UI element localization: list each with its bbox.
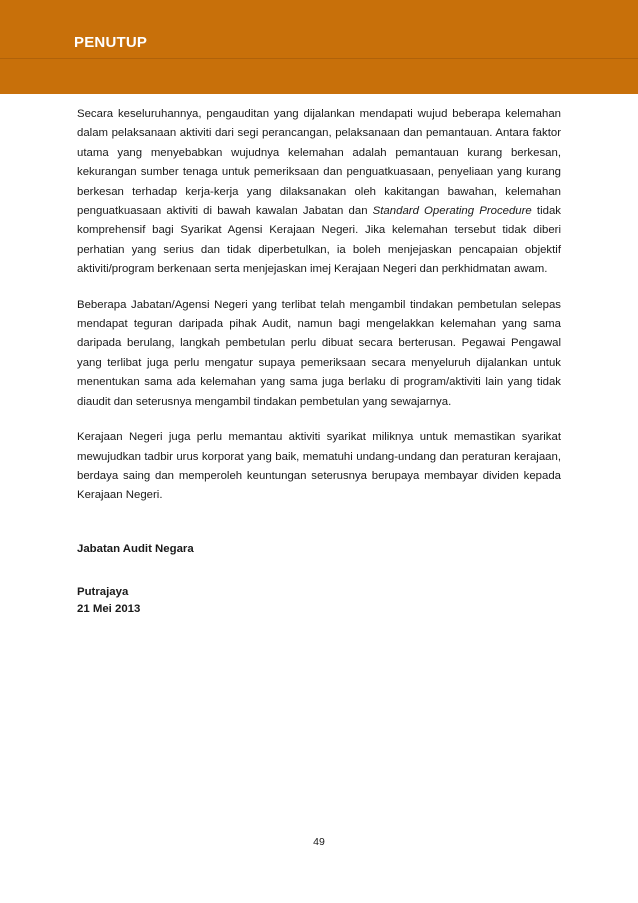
body-text xyxy=(77,105,561,506)
paragraph-2: Beberapa Jabatan/Agensi Negeri yang terlibat telah mengambil tindakan pembetulan selepas mendapat teguran daripada pihak Audit, namun bagi mengelakkan kelemahan yang sama daripada berulang, langkah pembetulan perlu dibuat secara berterusan. Pegawai Pengawal yang terlibat juga perlu mengatur supaya pemeriksaan secara menyeluruh dijalankan untuk menentukan sama ada kelemahan yang sama juga berlaku di program/aktiviti lain yang tidak diaudit dan seterusnya mengambil tindakan pembetulan yang sewajarnya. xyxy=(77,298,561,408)
paragraph-3: Kerajaan Negeri juga perlu memantau aktiviti syarikat miliknya untuk memastikan syarikat mewujudkan tadbir urus korporat yang baik, mematuhi undang-undang dan peraturan kerajaan, berdaya saing dan memperoleh keuntungan seterusnya berupaya membayar dividen kepada Kerajaan Negeri. xyxy=(77,431,561,502)
signature-place: Putrajaya xyxy=(77,586,129,598)
header-divider xyxy=(0,58,638,59)
page-number: 49 xyxy=(313,836,325,848)
paragraph-1-italic-term: Standard Operating Procedure xyxy=(372,205,532,218)
paragraph-1-text-start: Secara keseluruhannya, pengauditan yang dijalankan mendapati wujud beberapa kelemahan dalam pelaksanaan aktiviti dari segi perancangan, pelaksanaan dan pemantauan. Antara faktor utama yang menyebabkan wujudnya kelemahan adalah pemantauan kurang berkesan, kekurangan sumber tenaga untuk pemeriksaan dan penguatkuasaan, penyeliaan yang kurang berkesan terhadap kerja-kerja yang dilaksanakan oleh kakitangan bawahan, kelemahan penguatkuasaan aktiviti di bawah kawalan Jabatan dan xyxy=(77,108,561,218)
paragraph-1 xyxy=(77,105,561,280)
signature-organization: Jabatan Audit Negara xyxy=(77,543,194,555)
signature-block xyxy=(77,541,561,618)
page-title: PENUTUP xyxy=(74,34,148,51)
paragraph-1-text-end: tidak komprehensif bagi Syarikat Agensi Kerajaan Negeri. Jika kelemahan tersebut tidak diberi perhatian yang serius dan tidak diperbetulkan, ia boleh menjejaskan pencapaian objektif aktiviti/program berkenaan serta menjejaskan imej Kerajaan Negeri dan perkhidmatan awam. xyxy=(77,205,561,276)
signature-date: 21 Mei 2013 xyxy=(77,603,141,615)
